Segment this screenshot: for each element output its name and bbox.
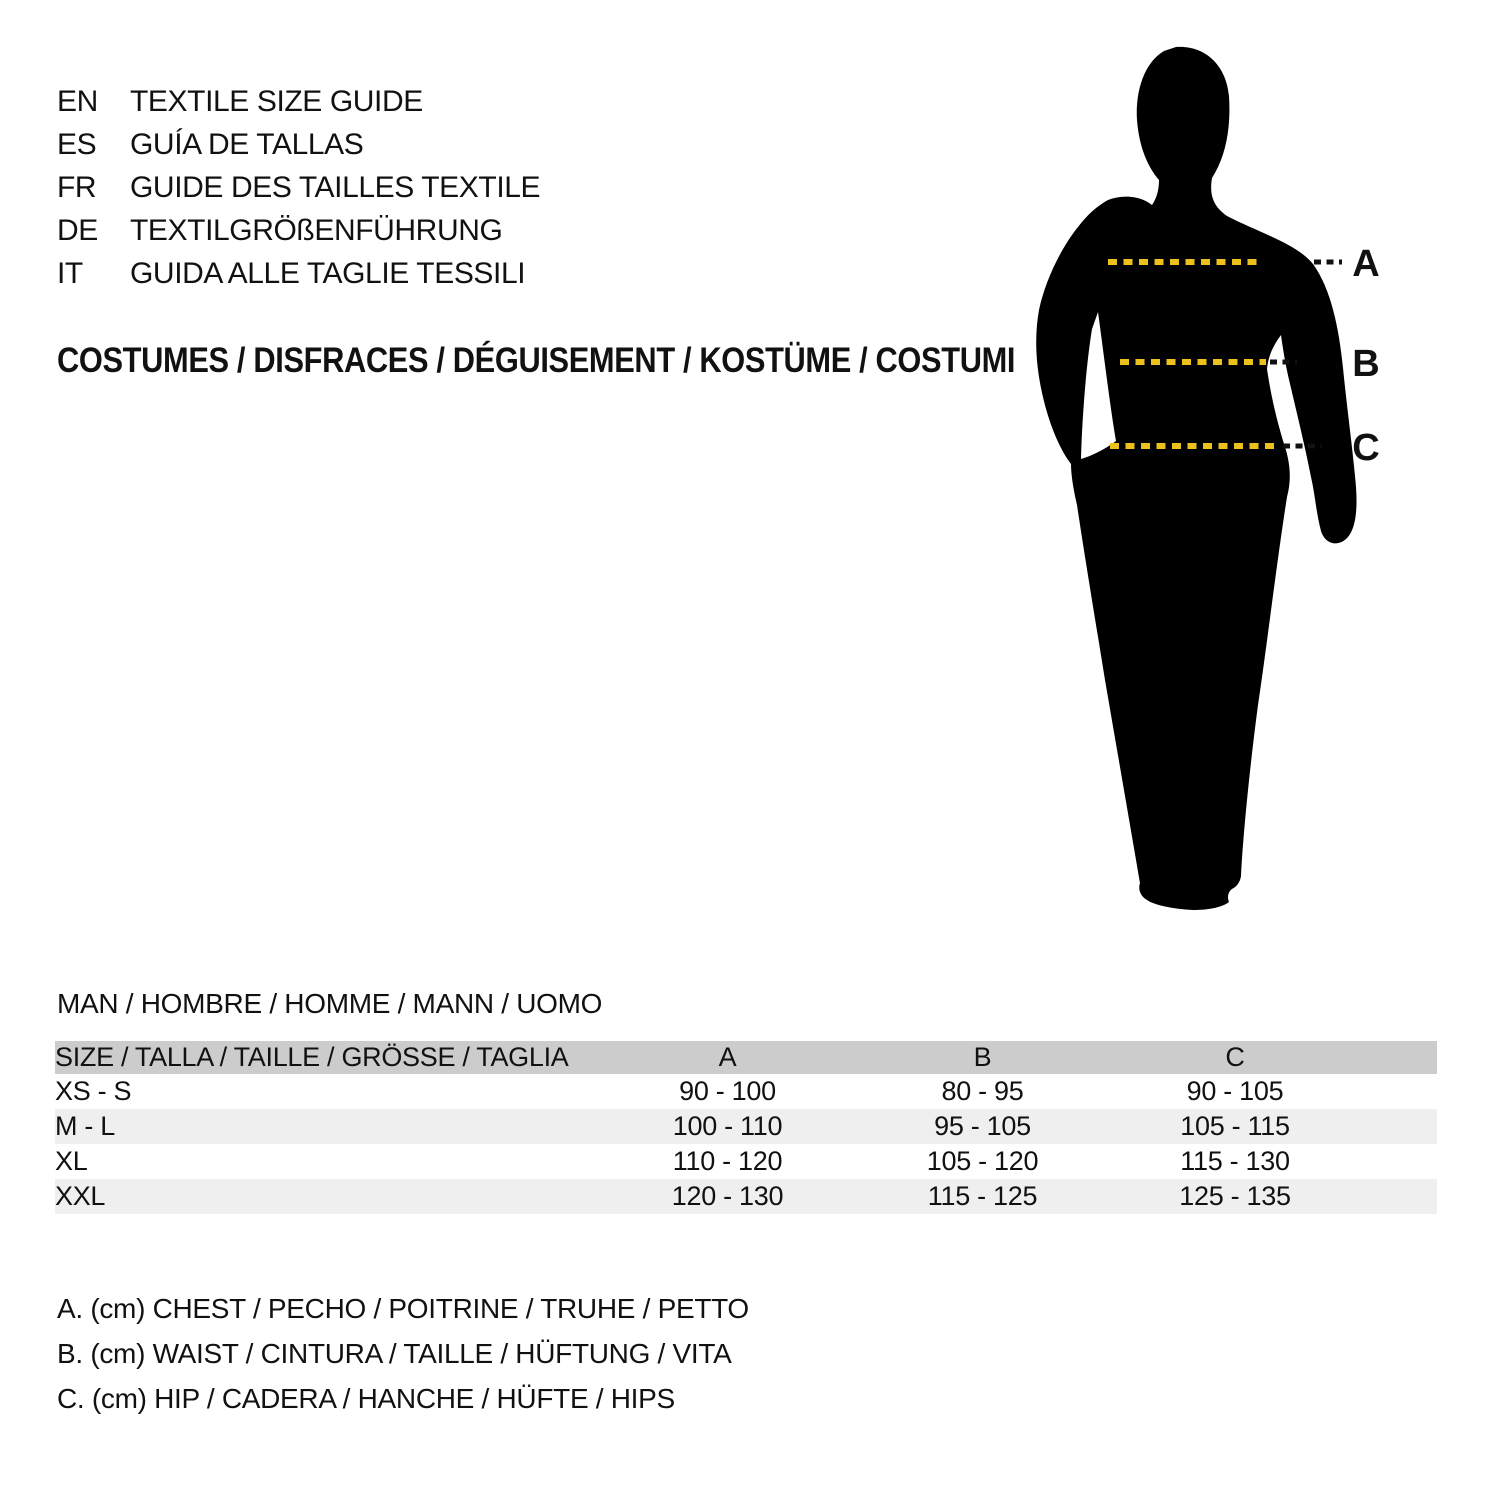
note-waist: B. (cm) WAIST / CINTURA / TAILLE / HÜFTUNG / VITA	[57, 1337, 732, 1369]
man-silhouette-figure	[1000, 30, 1420, 920]
b-cell: 115 - 125	[927, 1181, 1038, 1211]
lang-title: GUIDE DES TAILLES TEXTILE	[130, 170, 541, 204]
a-cell: 120 - 130	[671, 1181, 784, 1211]
lang-row-en	[57, 80, 540, 123]
table-row	[55, 1144, 1437, 1179]
language-title-list	[57, 80, 540, 295]
lang-title: TEXTILE SIZE GUIDE	[130, 84, 423, 118]
marker-a-label: A	[1352, 243, 1380, 285]
size-cell: XXL	[55, 1181, 106, 1211]
lang-code: EN	[57, 84, 98, 118]
note-chest: A. (cm) CHEST / PECHO / POITRINE / TRUHE / PETTO	[57, 1292, 749, 1324]
table-row	[55, 1074, 1437, 1109]
lang-title: GUIDA ALLE TAGLIE TESSILI	[130, 256, 526, 290]
note-hip: C. (cm) HIP / CADERA / HANCHE / HÜFTE / HIPS	[57, 1382, 675, 1414]
category-heading: COSTUMES / DISFRACES / DÉGUISEMENT / KOSTÜME / COSTUMI	[57, 341, 1016, 380]
lang-title: GUÍA DE TALLAS	[130, 127, 364, 161]
marker-c-label: C	[1352, 427, 1380, 469]
header-a: A	[718, 1042, 737, 1072]
size-cell: XL	[55, 1146, 88, 1176]
lang-code: FR	[57, 170, 97, 204]
marker-b-label: B	[1352, 343, 1380, 385]
spacer-cell	[1360, 1179, 1437, 1214]
table-row	[55, 1109, 1437, 1144]
table-header-row	[55, 1041, 1437, 1074]
lang-row-fr	[57, 166, 540, 209]
b-cell: 95 - 105	[934, 1111, 1031, 1141]
a-cell: 100 - 110	[672, 1111, 783, 1141]
c-cell: 125 - 135	[1179, 1181, 1291, 1211]
c-cell: 105 - 115	[1180, 1111, 1290, 1141]
spacer-cell	[1360, 1074, 1437, 1109]
header-spacer	[1360, 1041, 1437, 1074]
size-cell: M - L	[55, 1111, 116, 1141]
measurement-notes	[57, 1286, 749, 1421]
lang-title: TEXTILGRÖßENFÜHRUNG	[130, 213, 503, 247]
c-cell: 90 - 105	[1186, 1076, 1284, 1106]
lang-row-es	[57, 123, 540, 166]
lang-code: ES	[57, 127, 97, 161]
size-table	[55, 1041, 1437, 1214]
header-b: B	[973, 1042, 992, 1072]
a-cell: 110 - 120	[672, 1146, 783, 1176]
spacer-cell	[1360, 1144, 1437, 1179]
header-c: C	[1225, 1042, 1245, 1072]
lang-row-it	[57, 252, 540, 295]
a-cell: 90 - 100	[679, 1076, 776, 1106]
size-cell: XS - S	[55, 1076, 132, 1106]
c-cell: 115 - 130	[1180, 1146, 1290, 1176]
b-cell: 80 - 95	[941, 1076, 1024, 1106]
table-row	[55, 1179, 1437, 1214]
header-size: SIZE / TALLA / TAILLE / GRÖSSE / TAGLIA	[55, 1042, 569, 1072]
lang-code: IT	[57, 256, 83, 290]
lang-row-de	[57, 209, 540, 252]
spacer-cell	[1360, 1109, 1437, 1144]
lang-code: DE	[57, 213, 98, 247]
man-silhouette	[1036, 47, 1356, 910]
b-cell: 105 - 120	[926, 1146, 1039, 1176]
table-section-label: MAN / HOMBRE / HOMME / MANN / UOMO	[57, 988, 603, 1019]
